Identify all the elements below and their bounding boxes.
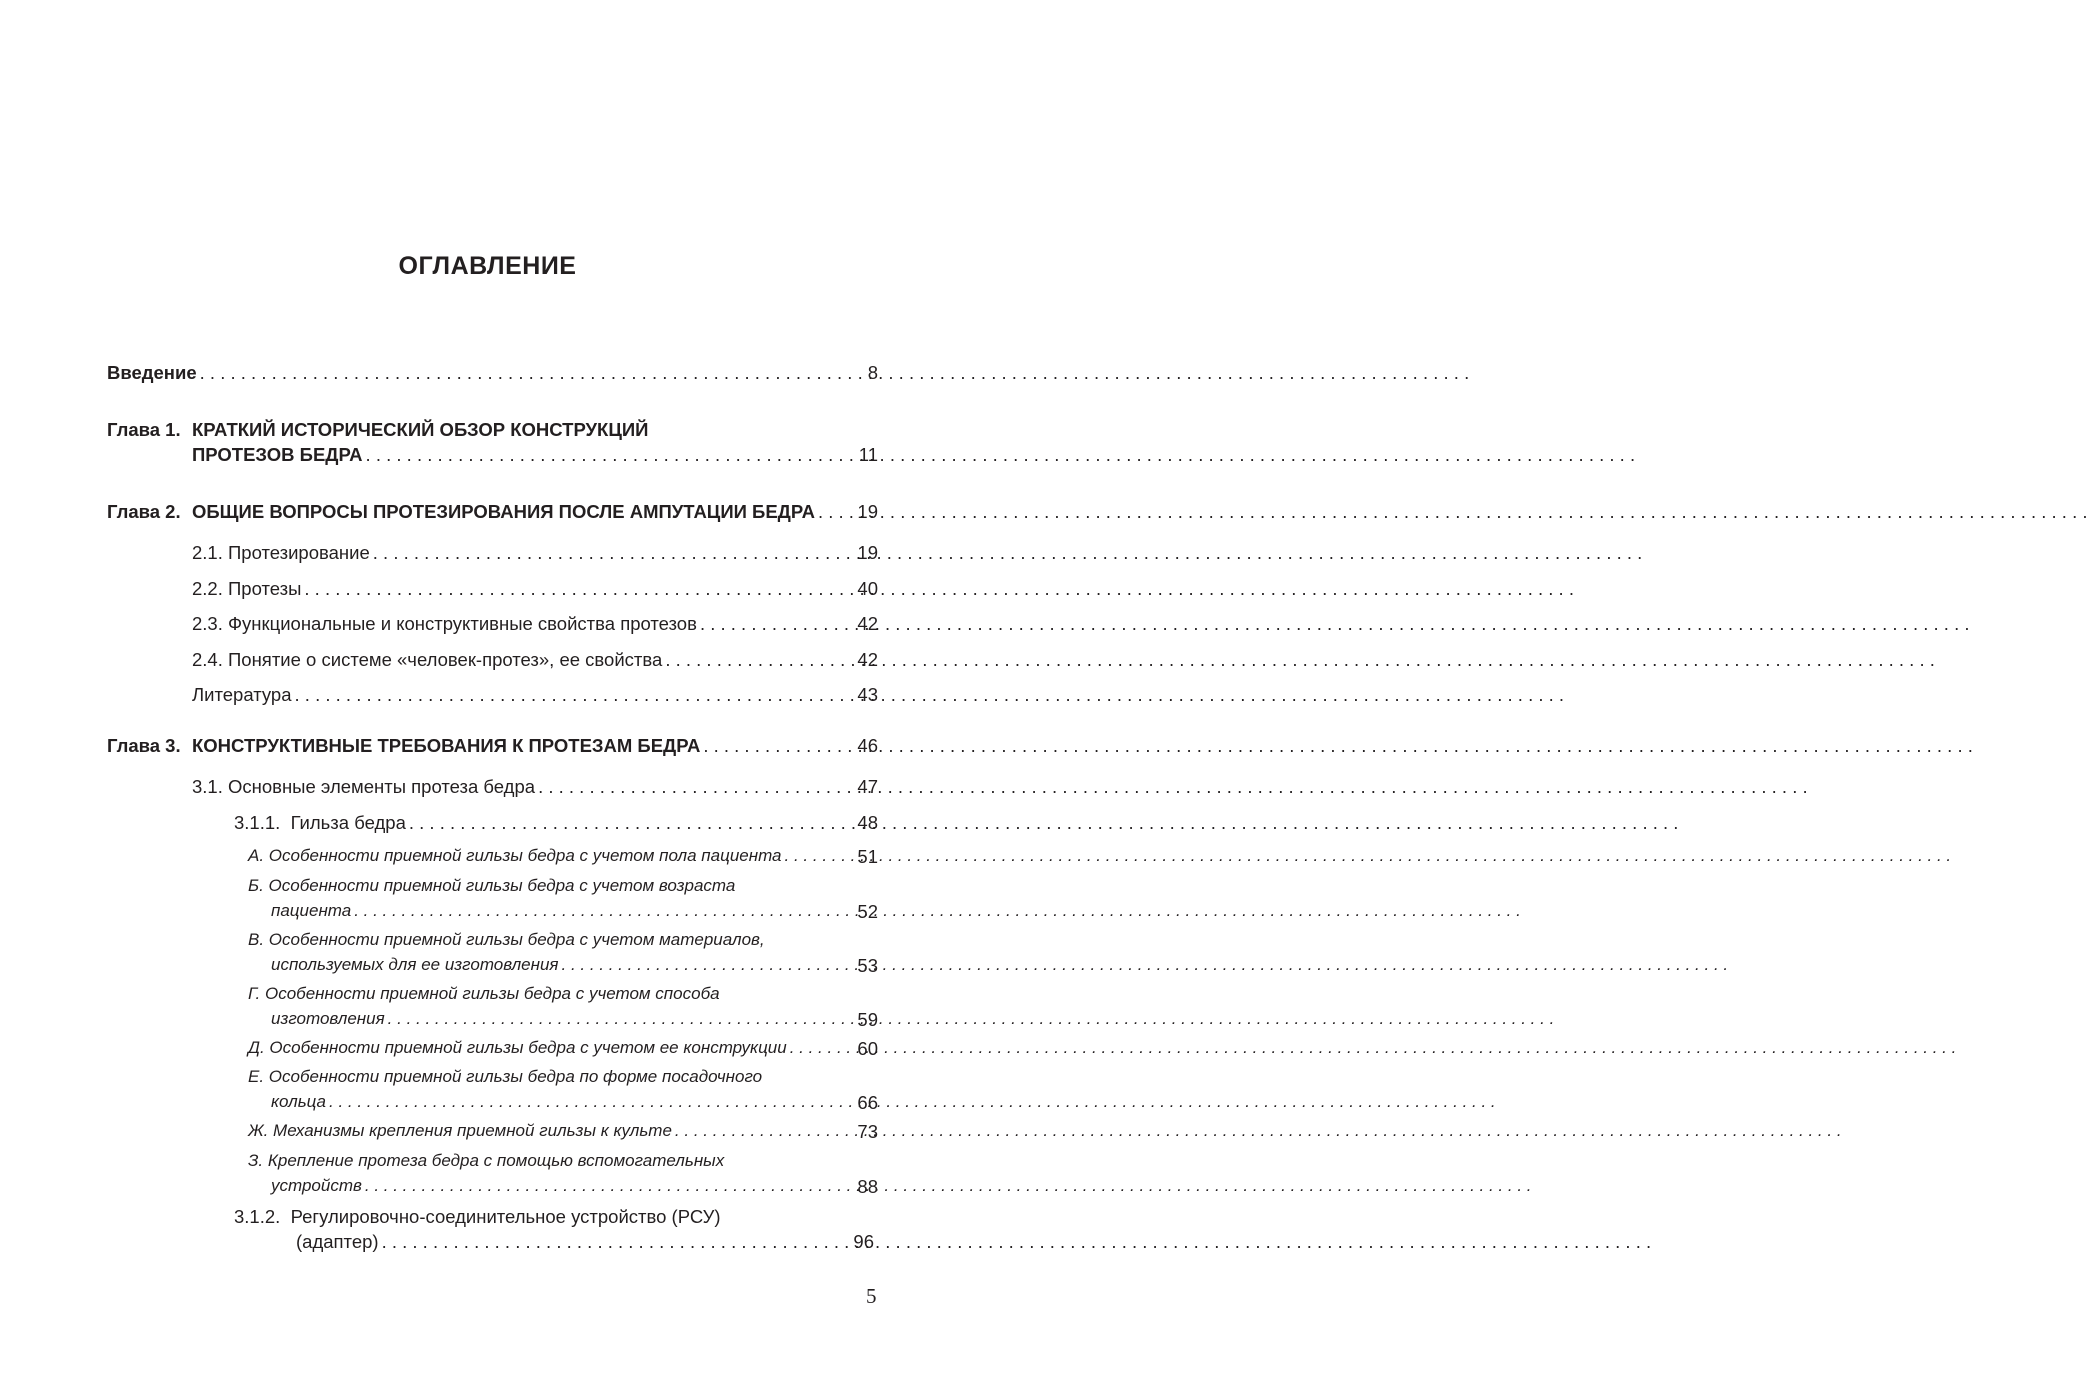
toc-entry-page: 43 bbox=[857, 684, 878, 705]
toc-entry-2-3[interactable] bbox=[192, 613, 878, 635]
leader-dots bbox=[304, 578, 1574, 600]
chapter-2-prefix: Глава 2. bbox=[107, 501, 181, 522]
toc-entry-g-line1[interactable]: Г. Особенности приемной гильзы бедра с учетом способа bbox=[248, 984, 720, 1003]
toc-entry-v[interactable] bbox=[271, 955, 878, 976]
toc-entry-3-1-1[interactable] bbox=[234, 812, 878, 834]
leader-dots bbox=[373, 542, 1643, 564]
toc-entry-chapter-2[interactable] bbox=[192, 501, 878, 523]
chapter-1-title-line1[interactable]: КРАТКИЙ ИСТОРИЧЕСКИЙ ОБЗОР КОНСТРУКЦИЙ bbox=[192, 419, 649, 440]
toc-entry-page: 96 bbox=[853, 1231, 874, 1252]
toc-entry-label: Д. Особенности приемной гильзы бедра с учетом ее конструкции bbox=[248, 1038, 787, 1057]
toc-entry-label: 2.4. Понятие о системе «человек-протез», ее свойства bbox=[192, 649, 663, 670]
toc-entry-label: 2.3. Функциональные и конструктивные свойства протезов bbox=[192, 613, 697, 634]
toc-entry-label: устройств bbox=[271, 1176, 362, 1195]
chapter-2-title: ОБЩИЕ ВОПРОСЫ ПРОТЕЗИРОВАНИЯ ПОСЛЕ АМПУТАЦИИ БЕДРА bbox=[192, 501, 815, 522]
toc-entry-page: 66 bbox=[857, 1092, 878, 1113]
leader-dots bbox=[538, 776, 1808, 798]
toc-entry-label: А. Особенности приемной гильзы бедра с учетом пола пациента bbox=[248, 846, 782, 865]
chapter-1-title-line2: ПРОТЕЗОВ БЕДРА bbox=[192, 444, 363, 465]
toc-entry-page: 88 bbox=[857, 1176, 878, 1197]
toc-entry-e[interactable] bbox=[271, 1092, 878, 1113]
toc-entry-a[interactable] bbox=[248, 846, 878, 867]
toc-entry-label: Литература bbox=[192, 684, 292, 705]
toc-entry-page: 60 bbox=[857, 1038, 878, 1059]
leader-dots bbox=[818, 501, 2088, 523]
leader-dots bbox=[382, 1231, 1652, 1253]
toc-entry-label: 3.1. Основные элементы протеза бедра bbox=[192, 776, 536, 797]
toc-entry-3-1-2[interactable] bbox=[296, 1231, 874, 1253]
toc-entry-page: 19 bbox=[857, 501, 878, 522]
toc-entry-label: кольца bbox=[271, 1092, 327, 1111]
toc-entry-d[interactable] bbox=[248, 1038, 878, 1059]
page-number: 5 bbox=[866, 1284, 877, 1308]
leader-dots bbox=[200, 362, 1470, 384]
toc-entry-page: 11 bbox=[858, 444, 878, 465]
toc-entry-2-2[interactable] bbox=[192, 578, 878, 600]
toc-entry-3-1[interactable] bbox=[192, 776, 878, 798]
toc-entry-literature[interactable] bbox=[192, 684, 878, 706]
page-title: ОГЛАВЛЕНИЕ bbox=[398, 252, 577, 280]
leader-dots bbox=[790, 1038, 1957, 1058]
toc-entry-chapter-3[interactable] bbox=[192, 735, 878, 757]
toc-entry-label: Ж. Механизмы крепления приемной гильзы к культе bbox=[248, 1121, 672, 1140]
toc-entry-label: пациента bbox=[271, 901, 352, 920]
leader-dots bbox=[562, 955, 1729, 975]
toc-entry-page: 40 bbox=[857, 578, 878, 599]
leader-dots bbox=[366, 444, 1636, 466]
toc-entry-g[interactable] bbox=[271, 1009, 878, 1030]
toc-entry-page: 42 bbox=[857, 613, 878, 634]
leader-dots bbox=[365, 1176, 1532, 1196]
leader-dots bbox=[700, 613, 1970, 635]
toc-entry-v-line1[interactable]: В. Особенности приемной гильзы бедра с учетом материалов, bbox=[248, 930, 765, 949]
toc-entry-page: 48 bbox=[857, 812, 878, 833]
toc-entry-page: 59 bbox=[857, 1009, 878, 1030]
toc-entry-page: 53 bbox=[857, 955, 878, 976]
toc-entry-intro[interactable] bbox=[107, 362, 878, 384]
toc-entry-label: изготовления bbox=[271, 1009, 385, 1028]
toc-entry-label: 2.2. Протезы bbox=[192, 578, 302, 599]
toc-entry-page: 42 bbox=[857, 649, 878, 670]
toc-entry-z[interactable] bbox=[271, 1176, 878, 1197]
toc-entry-page: 51 bbox=[857, 846, 878, 867]
toc-entry-zh[interactable] bbox=[248, 1121, 878, 1142]
toc-entry-label: используемых для ее изготовления bbox=[271, 955, 559, 974]
toc-entry-page: 46 bbox=[857, 735, 878, 756]
toc-entry-2-1[interactable] bbox=[192, 542, 878, 564]
toc-entry-page: 52 bbox=[857, 901, 878, 922]
leader-dots bbox=[703, 735, 1973, 757]
toc-entry-label: (адаптер) bbox=[296, 1231, 379, 1252]
chapter-3-prefix: Глава 3. bbox=[107, 735, 181, 756]
chapter-1-prefix: Глава 1. bbox=[107, 419, 181, 440]
toc-entry-label: 2.1. Протезирование bbox=[192, 542, 370, 563]
toc-entry-page: 73 bbox=[857, 1121, 878, 1142]
toc-entry-label: Введение bbox=[107, 362, 197, 383]
chapter-3-title: КОНСТРУКТИВНЫЕ ТРЕБОВАНИЯ К ПРОТЕЗАМ БЕДРА bbox=[192, 735, 701, 756]
toc-entry-b[interactable] bbox=[271, 901, 878, 922]
toc-entry-chapter-1[interactable] bbox=[192, 444, 878, 466]
leader-dots bbox=[295, 684, 1565, 706]
toc-entry-label: 3.1.1. Гильза бедра bbox=[234, 812, 406, 833]
toc-entry-2-4[interactable] bbox=[192, 649, 878, 671]
toc-entry-3-1-2-line1[interactable]: 3.1.2. Регулировочно-соединительное устройство (РСУ) bbox=[234, 1206, 721, 1227]
toc-entry-z-line1[interactable]: З. Крепление протеза бедра с помощью вспомогательных bbox=[248, 1151, 725, 1170]
leader-dots bbox=[388, 1009, 1555, 1029]
leader-dots bbox=[785, 846, 1952, 866]
leader-dots bbox=[329, 1092, 1496, 1112]
leader-dots bbox=[409, 812, 1679, 834]
toc-entry-b-line1[interactable]: Б. Особенности приемной гильзы бедра с учетом возраста bbox=[248, 876, 736, 895]
leader-dots bbox=[354, 901, 1521, 921]
toc-entry-page: 8 bbox=[867, 362, 878, 383]
toc-entry-page: 47 bbox=[857, 776, 878, 797]
toc-entry-page: 19 bbox=[857, 542, 878, 563]
toc-entry-e-line1[interactable]: Е. Особенности приемной гильзы бедра по форме посадочного bbox=[248, 1067, 763, 1086]
